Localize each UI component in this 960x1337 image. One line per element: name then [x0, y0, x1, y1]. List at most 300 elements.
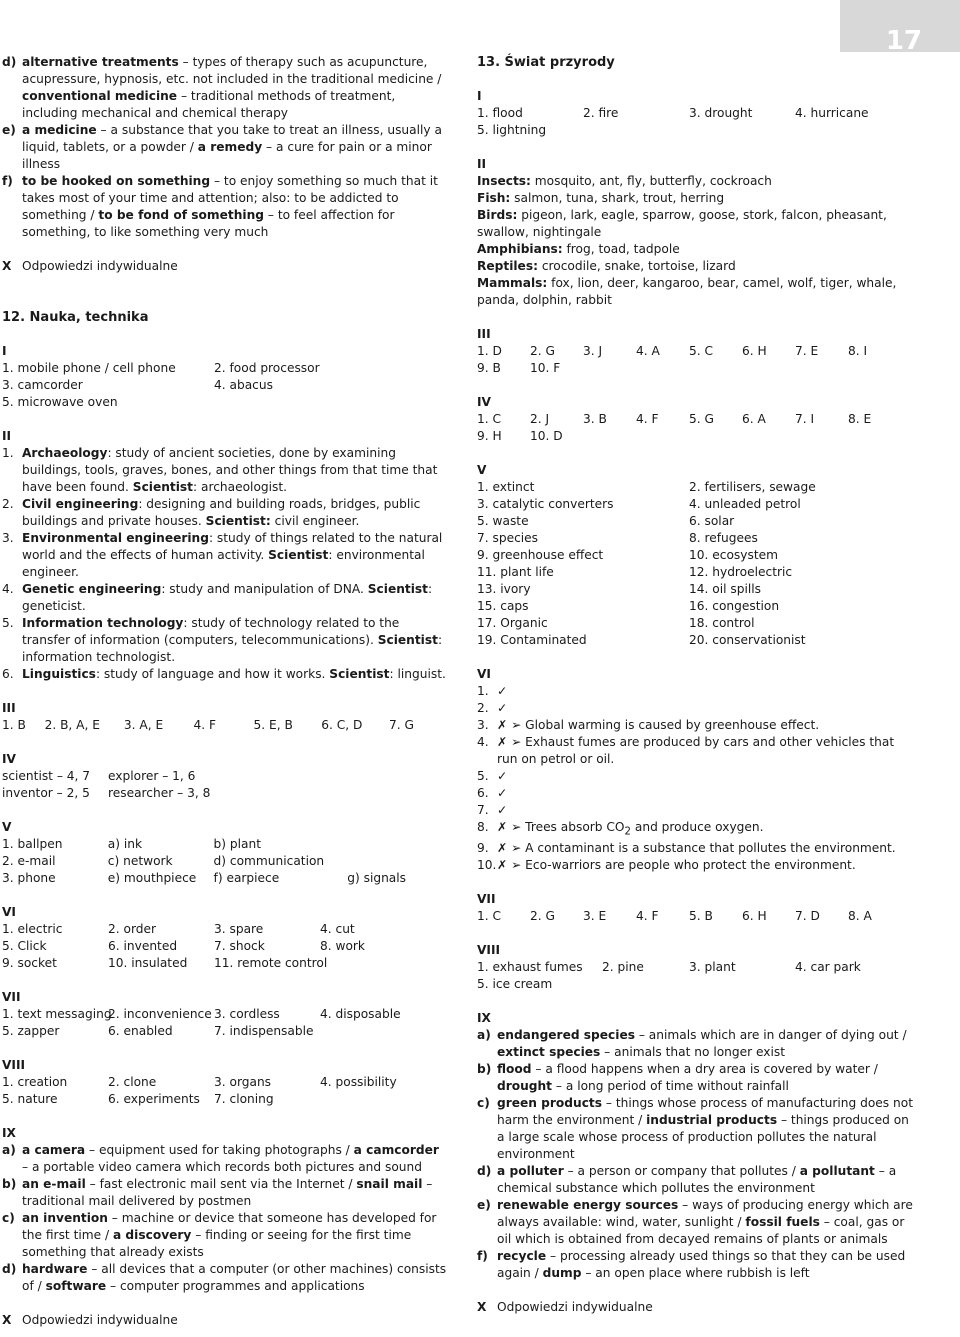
- answer-row: [477, 513, 917, 530]
- answer-cell: 2. fertilisers, sewage: [689, 480, 816, 494]
- item-number: 2.: [477, 701, 489, 715]
- answer-cell: [795, 976, 905, 993]
- x-label: X: [2, 1313, 12, 1327]
- answer-cell: 6. H: [742, 344, 767, 358]
- item-letter: b): [477, 1062, 492, 1077]
- ex-IX: [2, 1125, 447, 1295]
- answer-cell: [583, 428, 636, 445]
- answer-cell: inventor – 2, 5: [2, 786, 90, 800]
- answer-row: [477, 360, 917, 377]
- x-text: Odpowiedzi indywidualne: [22, 1313, 178, 1327]
- answer-cell: 2. G: [530, 909, 555, 924]
- term-item: [477, 1163, 917, 1197]
- answer-cell: 9. B: [477, 361, 501, 375]
- answer-row: [2, 1023, 447, 1040]
- answer-cell: [320, 1091, 420, 1108]
- answer-cell: 9. greenhouse effect: [477, 548, 604, 562]
- item-letter: f): [477, 1249, 488, 1264]
- answer-cell: 6. H: [742, 909, 767, 924]
- ex-VII-rows: [2, 1006, 447, 1040]
- answer-cell: 3. E: [583, 909, 607, 924]
- x-text: Odpowiedzi indywidualne: [22, 259, 178, 273]
- list-item: [477, 700, 917, 717]
- item-number: 3.: [2, 531, 14, 545]
- group-text: pigeon, lark, eagle, sparrow, goose, stork, falcon, pheasant, swallow, nightingale: [477, 208, 887, 239]
- answer-cell: 11. remote control: [214, 956, 328, 970]
- answer-cell: 15. caps: [477, 599, 529, 613]
- answer-cell: 14. oil spills: [689, 582, 761, 596]
- answer-cell: 6. solar: [689, 514, 735, 528]
- answer-cell: [583, 360, 636, 377]
- term-item: [477, 1095, 917, 1163]
- group-text: salmon, tuna, shark, trout, herring: [510, 191, 725, 205]
- animal-group: [477, 173, 917, 190]
- answer-cell: [320, 1023, 420, 1040]
- answer-cell: 6. enabled: [108, 1024, 173, 1038]
- item-letter: d): [2, 1262, 17, 1276]
- answer-cell: [795, 428, 848, 445]
- answer-row: [477, 632, 917, 649]
- item-number: 10.: [477, 858, 497, 873]
- answer-cell: 8. E: [848, 412, 872, 426]
- answer-cell: [636, 360, 689, 377]
- answer-row: [2, 870, 447, 887]
- answer-cell: 11. plant life: [477, 565, 554, 579]
- answer-cell: 13. ivory: [477, 582, 531, 596]
- answer-cell: 5. waste: [477, 514, 529, 528]
- ex-III-row: [2, 717, 447, 734]
- list-item: [477, 819, 917, 840]
- answer-cell: 8. refugees: [689, 531, 758, 545]
- r-ex-II-lines: [477, 173, 917, 309]
- answer-cell: 3. B: [583, 412, 607, 426]
- ex-label: I: [477, 89, 482, 103]
- answer-row: [2, 836, 447, 853]
- answer-row: [2, 1074, 447, 1091]
- answer-cell: 3. J: [583, 344, 603, 358]
- list-item: [477, 802, 917, 819]
- answer-row: [477, 598, 917, 615]
- answer-cell: 7. I: [795, 412, 815, 426]
- answer-row: [477, 581, 917, 598]
- answer-cell: 3. drought: [689, 106, 753, 120]
- answer-cell: [583, 122, 689, 139]
- answer-cell: 7. G: [388, 718, 414, 732]
- answer-cell: 3. phone: [2, 871, 56, 885]
- r-ex-III: [477, 326, 917, 377]
- x-label: X: [2, 259, 12, 273]
- r-ex-I: [477, 88, 917, 139]
- r-ex-II: [477, 156, 917, 309]
- r-ex-V-rows: [477, 479, 917, 649]
- answer-cell: 2. B, A, E: [44, 718, 100, 732]
- item-number: 1.: [477, 684, 489, 698]
- item-number: 7.: [477, 803, 489, 817]
- item-text: an invention – machine or device that someone has developed for the first time / a discovery – finding or seeing for the first time something that already exists: [22, 1211, 437, 1259]
- term-item: [2, 122, 447, 173]
- group-text: fox, lion, deer, kangaroo, bear, camel, wolf, tiger, whale, panda, dolphin, rabbit: [477, 276, 897, 307]
- ex-IX-items: [2, 1142, 447, 1295]
- r-ex-I-rows: [477, 105, 917, 139]
- item-text: ✗ ➢ Global warming is caused by greenhouse effect.: [497, 718, 820, 732]
- list-item: [2, 666, 447, 683]
- answer-cell: 1. text messaging: [2, 1007, 112, 1021]
- answer-cell: explorer – 1, 6: [108, 769, 196, 783]
- item-text: ✓: [497, 701, 508, 715]
- answer-cell: [742, 428, 795, 445]
- item-text: Civil engineering: designing and building roads, bridges, public buildings and private houses. Scientist: civil engineer.: [22, 497, 421, 528]
- answer-cell: f) earpiece: [213, 871, 280, 885]
- answer-cell: 4. hurricane: [795, 106, 869, 120]
- answer-cell: 4. car park: [795, 960, 861, 975]
- item-text: to be hooked on something – to enjoy something so much that it takes most of your time and attention; also: to be addicted to something / to be fond of something – to feel affection for something, to like something very much: [22, 174, 438, 239]
- answer-cell: [848, 428, 888, 445]
- answer-cell: 9. socket: [2, 956, 57, 970]
- section-13-title: 13. Świat przyrody: [477, 55, 615, 70]
- answer-cell: 2. order: [108, 922, 156, 936]
- answer-cell: 12. hydroelectric: [689, 565, 793, 579]
- item-number: 8.: [477, 820, 489, 834]
- answer-cell: 3. A, E: [123, 718, 164, 732]
- term-item: [477, 1061, 917, 1095]
- item-number: 4.: [477, 735, 489, 749]
- answer-cell: a) ink: [107, 837, 143, 851]
- answer-row: [2, 955, 447, 972]
- item-number: 3.: [477, 718, 489, 732]
- section-12-title: 12. Nauka, technika: [2, 310, 149, 325]
- answer-cell: [689, 360, 742, 377]
- list-item: [477, 857, 917, 874]
- answer-cell: 1. extinct: [477, 480, 535, 494]
- answer-cell: 7. cloning: [214, 1092, 274, 1106]
- ex-VI: [2, 904, 447, 972]
- item-text: Linguistics: study of language and how it works. Scientist: linguist.: [22, 667, 446, 681]
- answer-cell: [602, 976, 689, 993]
- item-text: ✗ ➢ A contaminant is a substance that pollutes the environment.: [497, 841, 896, 856]
- answer-row: [477, 479, 917, 496]
- ex-V-rows: [2, 836, 447, 887]
- ex-V: [2, 819, 447, 887]
- answer-cell: [795, 360, 848, 377]
- answer-row: [2, 717, 447, 734]
- answer-cell: 3. catalytic converters: [477, 497, 614, 511]
- item-number: 9.: [477, 841, 489, 856]
- ex-label: III: [477, 327, 491, 341]
- item-text: ✗ ➢ Trees absorb $CO_2$ and produce oxygen.: [497, 820, 764, 838]
- answer-cell: 10. insulated: [108, 956, 188, 970]
- page-number: 17: [885, 26, 922, 56]
- answer-cell: c) network: [107, 854, 173, 868]
- answer-cell: 1. exhaust fumes: [477, 960, 583, 975]
- answer-cell: 3. spare: [214, 922, 264, 936]
- answer-cell: [347, 853, 447, 870]
- r-ex-VIII-rows: [477, 959, 917, 993]
- r-answer-x: [477, 1299, 917, 1316]
- answer-cell: 2. J: [530, 412, 550, 426]
- ex-label: VII: [477, 892, 496, 907]
- answer-cell: 19. Contaminated: [477, 633, 587, 647]
- r-ex-VI-items: [477, 683, 917, 874]
- item-text: endangered species – animals which are in danger of dying out / extinct species – animals that no longer exist: [497, 1028, 907, 1060]
- item-letter: e): [477, 1198, 491, 1213]
- r-ex-VI: [477, 666, 917, 874]
- ex-label: IX: [2, 1126, 16, 1140]
- item-text: flood – a flood happens when a dry area is covered by water / drought – a long period of time without rainfall: [497, 1062, 878, 1094]
- answer-cell: 1. creation: [2, 1075, 68, 1089]
- ex-I: [2, 343, 447, 411]
- answer-cell: 3. camcorder: [2, 378, 83, 392]
- answer-row: [477, 530, 917, 547]
- answer-cell: 6. C, D: [321, 718, 363, 732]
- item-text: ✗ ➢ Exhaust fumes are produced by cars and other vehicles that run on petrol or oil.: [497, 735, 895, 766]
- answer-row: [477, 105, 917, 122]
- group-label: Mammals:: [477, 276, 548, 290]
- answer-cell: 4. F: [636, 909, 659, 924]
- term-item: [477, 1248, 917, 1282]
- answer-cell: 5. B: [689, 909, 713, 924]
- animal-group: [477, 275, 917, 309]
- item-text: Information technology: study of technology related to the transfer of information (computers, telecommunications). Scientist: information technologist.: [22, 616, 443, 664]
- group-label: Amphibians:: [477, 242, 563, 256]
- r-ex-V: [477, 462, 917, 649]
- answer-row: [2, 768, 447, 785]
- term-item: [2, 1142, 447, 1176]
- item-text: Environmental engineering: study of things related to the natural world and the effects of human activity. Scientist: environmental engineer.: [22, 531, 443, 579]
- answer-cell: e) mouthpiece: [107, 871, 197, 885]
- answer-row: [477, 959, 917, 976]
- answer-cell: [689, 428, 742, 445]
- r-ex-IV: [477, 394, 917, 445]
- ex-label: IV: [477, 395, 491, 409]
- ex-IV-rows: [2, 768, 447, 802]
- group-label: Birds:: [477, 208, 518, 222]
- item-number: 6.: [477, 786, 489, 800]
- group-label: Reptiles:: [477, 259, 538, 273]
- answer-cell: 17. Organic: [477, 616, 548, 630]
- ex-label: II: [477, 157, 487, 171]
- answer-row: [2, 921, 447, 938]
- ex-label: IV: [2, 752, 16, 766]
- answer-cell: 10. ecosystem: [689, 548, 778, 562]
- term-item: [477, 1027, 917, 1061]
- ex-label: VII: [2, 990, 21, 1004]
- answer-cell: [742, 360, 795, 377]
- answer-row: [2, 1091, 447, 1108]
- item-text: renewable energy sources – ways of producing energy which are always available: wind, water, sunlight / fossil fuels – coal, gas or oil which is obtained from decayed remains of plants or animals: [497, 1198, 913, 1247]
- ex-I-rows: [2, 360, 447, 411]
- answer-cell: 1. ballpen: [2, 837, 63, 851]
- list-item: [477, 683, 917, 700]
- item-number: 5.: [2, 616, 14, 630]
- answer-x-2: [2, 1312, 447, 1329]
- answer-cell: 1. flood: [477, 106, 523, 120]
- answer-cell: 2. inconvenience: [108, 1007, 212, 1021]
- item-letter: b): [2, 1177, 17, 1191]
- item-letter: c): [477, 1096, 490, 1111]
- item-number: 1.: [2, 446, 14, 460]
- term-item: [2, 173, 447, 241]
- ex-VI-rows: [2, 921, 447, 972]
- answer-cell: 1. B: [2, 718, 26, 732]
- answer-cell: researcher – 3, 8: [108, 786, 211, 800]
- answer-cell: 3. organs: [214, 1075, 272, 1089]
- r-ex-IV-rows: [477, 411, 917, 445]
- answer-row: [477, 343, 917, 360]
- ex-VIII: [2, 1057, 447, 1108]
- answer-row: [477, 615, 917, 632]
- list-item: [2, 530, 447, 581]
- answer-cell: [689, 122, 795, 139]
- list-item: [477, 734, 917, 768]
- list-item: [477, 785, 917, 802]
- answer-row: [477, 428, 917, 445]
- answer-cell: 8. A: [848, 909, 872, 924]
- ex-label: VI: [477, 667, 491, 681]
- animal-group: [477, 190, 917, 207]
- answer-cell: 5. microwave oven: [2, 395, 118, 409]
- ex-II-items: [2, 445, 447, 683]
- answer-cell: 3. plant: [689, 960, 736, 975]
- answer-cell: 5. C: [689, 344, 714, 358]
- answer-cell: 5. E, B: [253, 718, 293, 732]
- item-text: a medicine – a substance that you take to treat an illness, usually a liquid, tablets, or a powder / a remedy – a cure for pain or a minor illness: [22, 123, 442, 171]
- answer-cell: 5. Click: [2, 939, 47, 953]
- answer-cell: 3. cordless: [214, 1007, 280, 1021]
- answer-cell: 7. E: [795, 344, 819, 358]
- right-column: [477, 54, 917, 1316]
- item-text: ✓: [497, 786, 508, 800]
- answer-cell: 1. mobile phone / cell phone: [2, 361, 176, 375]
- answer-row: [477, 122, 917, 139]
- answer-cell: 8. work: [320, 939, 365, 953]
- answer-cell: g) signals: [347, 871, 406, 885]
- item-letter: a): [2, 1143, 16, 1157]
- answer-cell: 1. C: [477, 909, 502, 924]
- item-text: a camera – equipment used for taking photographs / a camcorder – a portable video camera which records both pictures and sound: [22, 1143, 439, 1174]
- ex-label: I: [2, 344, 7, 358]
- list-item: [2, 615, 447, 666]
- answer-cell: 4. F: [193, 718, 217, 732]
- group-text: mosquito, ant, fly, butterfly, cockroach: [530, 174, 772, 188]
- term-item: [2, 1261, 447, 1295]
- item-text: Archaeology: study of ancient societies, done by examining buildings, tools, graves, bones, and other things from that time that have been found. Scientist: archaeologist.: [22, 446, 438, 494]
- answer-cell: 10. F: [530, 361, 561, 375]
- term-item: [2, 54, 447, 122]
- ex-VII: [2, 989, 447, 1040]
- answer-cell: 6. invented: [108, 939, 178, 953]
- answer-cell: 1. D: [477, 344, 502, 358]
- r-ex-IX: [477, 1010, 917, 1282]
- ex-label: V: [477, 463, 487, 477]
- answer-cell: 4. disposable: [320, 1007, 401, 1021]
- answer-cell: 9. H: [477, 429, 502, 443]
- item-text: ✓: [497, 769, 508, 783]
- answer-cell: 6. A: [742, 412, 766, 426]
- item-text: ✓: [497, 684, 508, 698]
- list-item: [2, 445, 447, 496]
- item-text: ✓: [497, 803, 508, 817]
- answer-cell: [214, 394, 394, 411]
- answer-cell: 4. abacus: [214, 378, 273, 392]
- item-letter: d): [2, 55, 17, 69]
- answer-cell: 5. ice cream: [477, 977, 553, 992]
- item-text: alternative treatments – types of therapy such as acupuncture, acupressure, hypnosis, etc. not included in the traditional medicine / conventional medicine – traditional methods of treatment, including mechanical and chemical therapy: [22, 55, 442, 120]
- group-text: crocodile, snake, tortoise, lizard: [537, 259, 736, 273]
- answer-cell: 2. fire: [583, 106, 619, 120]
- answer-row: [2, 377, 447, 394]
- item-number: 4.: [2, 582, 14, 596]
- answer-cell: [320, 955, 420, 972]
- ex-label: VIII: [2, 1058, 26, 1072]
- animal-group: [477, 258, 917, 275]
- answer-cell: 4. possibility: [320, 1075, 397, 1089]
- answer-row: [477, 908, 917, 925]
- ex-IV: [2, 751, 447, 802]
- group-label: Insects:: [477, 174, 531, 188]
- answer-x-1: [2, 258, 447, 275]
- answer-cell: d) communication: [213, 854, 325, 868]
- term-item: [477, 1197, 917, 1248]
- answer-cell: 7. species: [477, 531, 539, 545]
- item-number: 2.: [2, 497, 14, 511]
- answer-row: [477, 411, 917, 428]
- ex-III: [2, 700, 447, 734]
- item-letter: f): [2, 174, 13, 188]
- ex-label: II: [2, 429, 12, 443]
- answer-cell: [689, 976, 795, 993]
- r-ex-VII-row: [477, 908, 917, 925]
- term-item: [2, 1210, 447, 1261]
- answer-cell: 4. cut: [320, 922, 355, 936]
- answer-cell: 4. F: [636, 412, 659, 426]
- r-ex-VII: [477, 891, 917, 925]
- animal-group: [477, 241, 917, 258]
- answer-cell: 18. control: [689, 616, 755, 630]
- item-text: recycle – processing already used things so that they can be used again / dump – an open place where rubbish is left: [497, 1249, 906, 1281]
- intro-terms: [2, 54, 447, 241]
- item-number: 6.: [2, 667, 14, 681]
- answer-cell: 7. indispensable: [214, 1024, 314, 1038]
- answer-cell: 2. G: [530, 344, 555, 358]
- animal-group: [477, 207, 917, 241]
- answer-row: [2, 853, 447, 870]
- answer-row: [477, 547, 917, 564]
- ex-label: VIII: [477, 943, 501, 958]
- item-text: hardware – all devices that a computer (or other machines) consists of / software – computer programmes and applications: [22, 1262, 447, 1293]
- ex-label: VI: [2, 905, 16, 919]
- answer-cell: [795, 122, 905, 139]
- ex-label: IX: [477, 1011, 491, 1026]
- item-letter: e): [2, 123, 16, 137]
- x-label: X: [477, 1300, 487, 1315]
- answer-cell: 4. A: [636, 344, 660, 358]
- x-text: Odpowiedzi indywidualne: [497, 1300, 653, 1315]
- answer-cell: 4. unleaded petrol: [689, 497, 801, 511]
- answer-cell: 5. G: [689, 412, 714, 426]
- answer-cell: 1. electric: [2, 922, 63, 936]
- answer-row: [477, 564, 917, 581]
- answer-row: [477, 976, 917, 993]
- answer-row: [2, 1006, 447, 1023]
- item-letter: c): [2, 1211, 15, 1225]
- answer-cell: [848, 360, 888, 377]
- item-text: green products – things whose process of manufacturing does not harm the environment / industrial products – things produced on a large scale whose process of production pollutes the natural environment: [497, 1096, 913, 1162]
- item-text: a polluter – a person or company that pollutes / a pollutant – a chemical substance which pollutes the environment: [497, 1164, 897, 1196]
- answer-cell: 10. D: [530, 429, 563, 443]
- ex-II: [2, 428, 447, 683]
- answer-row: [2, 785, 447, 802]
- answer-cell: scientist – 4, 7: [2, 769, 91, 783]
